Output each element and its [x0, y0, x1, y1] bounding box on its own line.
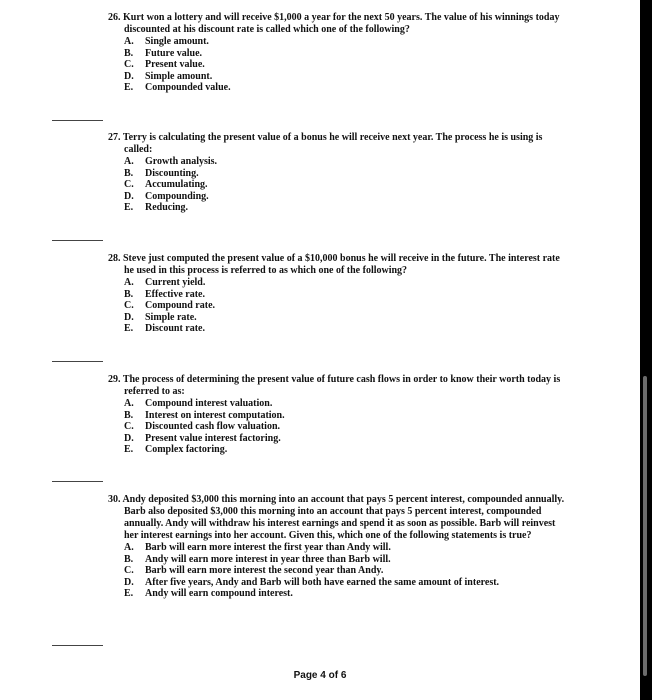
answer-option-a — [108, 36, 568, 48]
option-text: Reducing. — [145, 202, 189, 213]
answer-option-a — [108, 156, 568, 168]
option-text: Complex factoring. — [145, 444, 228, 455]
answer-option-a — [108, 542, 568, 554]
option-text: Discounted cash flow valuation. — [145, 421, 281, 432]
answer-option-c — [108, 59, 568, 71]
option-text: Present value interest factoring. — [145, 432, 281, 444]
option-letter: E. — [124, 82, 134, 93]
option-text: Simple amount. — [145, 70, 213, 82]
answer-option-c — [108, 300, 568, 312]
option-letter: C. — [124, 421, 134, 432]
option-text: Single amount. — [145, 36, 209, 47]
answer-option-d — [108, 312, 568, 324]
option-letter: E. — [124, 444, 134, 455]
option-letter: D. — [124, 432, 134, 444]
option-letter: D. — [124, 311, 134, 323]
answer-option-b — [108, 168, 568, 180]
answer-option-c — [108, 179, 568, 191]
question-stem: 29. The process of determining the present value of future cash flows in order to know their worth today is referred to as: — [108, 374, 561, 397]
option-letter: D. — [124, 576, 134, 588]
question-28 — [108, 253, 568, 335]
answer-option-b — [108, 554, 568, 566]
option-letter: C. — [124, 300, 134, 311]
option-letter: C. — [124, 565, 134, 576]
answer-blank-line-26 — [52, 120, 103, 121]
answer-blank-line-29 — [52, 481, 103, 482]
answer-option-a — [108, 398, 568, 410]
option-text: Barb will earn more interest the second year than Andy. — [145, 565, 384, 576]
option-letter: B. — [124, 47, 134, 59]
answer-options — [108, 398, 568, 456]
answer-option-b — [108, 289, 568, 301]
option-text: Accumulating. — [145, 179, 208, 190]
answer-option-b — [108, 410, 568, 422]
option-letter: A. — [124, 542, 134, 553]
page-number: Page 4 of 6 — [293, 670, 347, 681]
answer-options — [108, 277, 568, 335]
answer-option-c — [108, 565, 568, 577]
option-text: Barb will earn more interest the first year than Andy will. — [145, 542, 391, 553]
question-stem: 30. Andy deposited $3,000 this morning into an account that pays 5 percent interest, compounded annually. Barb also deposited $3,000 this morning into an account that pays 5 percent interest, compounded annually. Andy will withdraw his interest earnings and spend it as soon as possible. Barb will reinvest her interest earnings into her account. Given this, which one of the following statements is true? — [108, 494, 565, 541]
answer-option-d — [108, 191, 568, 203]
option-letter: E. — [124, 323, 134, 334]
option-text: Compound rate. — [145, 300, 216, 311]
question-27 — [108, 132, 568, 214]
option-letter: B. — [124, 167, 134, 179]
question-26 — [108, 12, 568, 94]
option-text: Future value. — [145, 47, 203, 59]
option-letter: D. — [124, 190, 134, 202]
answer-option-d — [108, 577, 568, 589]
answer-options — [108, 542, 568, 600]
option-letter: A. — [124, 36, 134, 47]
answer-option-a — [108, 277, 568, 289]
option-letter: E. — [124, 202, 134, 213]
option-letter: C. — [124, 59, 134, 70]
option-text: Growth analysis. — [145, 156, 218, 167]
answer-option-d — [108, 433, 568, 445]
option-text: Present value. — [145, 59, 205, 70]
answer-option-e — [108, 444, 568, 456]
option-letter: C. — [124, 179, 134, 190]
answer-blank-line-27 — [52, 240, 103, 241]
question-stem: 27. Terry is calculating the present value of a bonus he will receive next year. The process he is using is called: — [108, 132, 543, 155]
option-text: Andy will earn compound interest. — [145, 588, 293, 599]
answer-blank-line-30 — [52, 645, 103, 646]
answer-option-d — [108, 71, 568, 83]
answer-option-c — [108, 421, 568, 433]
answer-option-e — [108, 202, 568, 214]
scrollbar-thumb[interactable] — [643, 376, 647, 676]
option-text: Andy will earn more interest in year three than Barb will. — [145, 553, 391, 565]
question-stem: 26. Kurt won a lottery and will receive $1,000 a year for the next 50 years. The value of his winnings today discounted at his discount rate is called which one of the following? — [108, 12, 560, 35]
option-letter: B. — [124, 409, 134, 421]
option-text: Compound interest valuation. — [145, 398, 273, 409]
option-text: Discount rate. — [145, 323, 205, 334]
option-text: After five years, Andy and Barb will both have earned the same amount of interest. — [145, 576, 500, 588]
option-letter: A. — [124, 277, 134, 288]
option-letter: A. — [124, 156, 134, 167]
answer-options — [108, 156, 568, 214]
option-letter: A. — [124, 398, 134, 409]
option-text: Compounding. — [145, 190, 209, 202]
option-letter: B. — [124, 288, 134, 300]
option-letter: D. — [124, 70, 134, 82]
answer-option-e — [108, 82, 568, 94]
question-29 — [108, 374, 568, 456]
option-letter: E. — [124, 588, 134, 599]
option-text: Discounting. — [145, 167, 199, 179]
answer-option-e — [108, 588, 568, 600]
question-30 — [108, 494, 568, 600]
answer-options — [108, 36, 568, 94]
answer-option-b — [108, 48, 568, 60]
question-stem: 28. Steve just computed the present value of a $10,000 bonus he will receive in the future. The interest rate he used in this process is referred to as which one of the following? — [108, 253, 560, 276]
option-text: Interest on interest computation. — [145, 409, 285, 421]
option-text: Compounded value. — [145, 82, 231, 93]
option-text: Current yield. — [145, 277, 206, 288]
option-text: Simple rate. — [145, 311, 197, 323]
answer-blank-line-28 — [52, 361, 103, 362]
answer-option-e — [108, 323, 568, 335]
option-letter: B. — [124, 553, 134, 565]
option-text: Effective rate. — [145, 288, 205, 300]
